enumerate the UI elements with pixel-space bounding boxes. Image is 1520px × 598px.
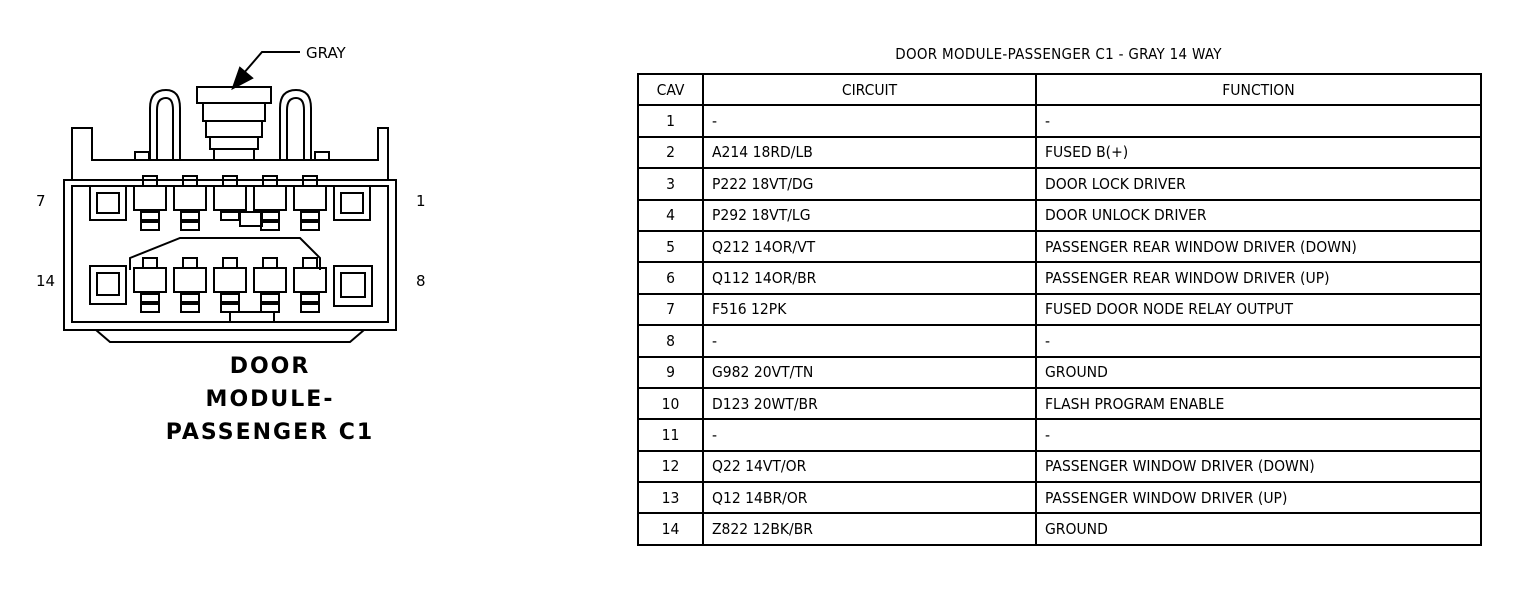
circuit-cell: P222 18VT/DG xyxy=(703,168,1036,199)
circuit-cell: G982 20VT/TN xyxy=(703,357,1036,388)
circuit-cell: - xyxy=(703,325,1036,356)
circuit-cell: F516 12PK xyxy=(703,294,1036,325)
function-cell: PASSENGER WINDOW DRIVER (DOWN) xyxy=(1036,451,1481,482)
table-title: DOOR MODULE-PASSENGER C1 - GRAY 14 WAY xyxy=(895,45,1222,63)
callout-arrowhead xyxy=(233,68,252,88)
housing-top xyxy=(72,128,388,180)
table-row xyxy=(638,419,1481,450)
connector-drawing xyxy=(0,0,600,594)
cavity-8 xyxy=(334,266,372,306)
circuit-cell: D123 20WT/BR xyxy=(703,388,1036,419)
table-row xyxy=(638,388,1481,419)
header-cav: CAV xyxy=(638,74,703,105)
function-cell: - xyxy=(1036,325,1481,356)
table-row xyxy=(638,105,1481,136)
cav-cell: 5 xyxy=(638,231,703,262)
cavity-7 xyxy=(90,186,126,220)
header-circuit: CIRCUIT xyxy=(703,74,1036,105)
function-cell: GROUND xyxy=(1036,357,1481,388)
color-callout-label: GRAY xyxy=(306,44,346,62)
cav-cell: 6 xyxy=(638,262,703,293)
pinout-table xyxy=(637,73,1482,546)
function-cell: FUSED DOOR NODE RELAY OUTPUT xyxy=(1036,294,1481,325)
connector-name-line-1: DOOR xyxy=(229,354,311,379)
cav-cell: 13 xyxy=(638,482,703,513)
table-row xyxy=(638,168,1481,199)
cav-cell: 1 xyxy=(638,105,703,136)
cavity-11 xyxy=(214,258,246,312)
cavity-2 xyxy=(294,176,326,230)
pin-label-bottom-left: 14 xyxy=(36,272,56,290)
function-cell: - xyxy=(1036,105,1481,136)
latch-hook-right xyxy=(280,90,311,160)
connector-figure xyxy=(0,0,600,594)
function-cell: - xyxy=(1036,419,1481,450)
function-cell: PASSENGER REAR WINDOW DRIVER (UP) xyxy=(1036,262,1481,293)
table-row xyxy=(638,357,1481,388)
function-cell: PASSENGER REAR WINDOW DRIVER (DOWN) xyxy=(1036,231,1481,262)
circuit-cell: Q212 14OR/VT xyxy=(703,231,1036,262)
table-row xyxy=(638,482,1481,513)
polarizing-key xyxy=(230,312,274,322)
cav-cell: 4 xyxy=(638,200,703,231)
cavity-14 xyxy=(90,266,126,304)
cavity-5 xyxy=(174,176,206,230)
cav-cell: 14 xyxy=(638,513,703,544)
cav-cell: 9 xyxy=(638,357,703,388)
cavity-6 xyxy=(134,176,166,230)
table-row xyxy=(638,262,1481,293)
function-cell: PASSENGER WINDOW DRIVER (UP) xyxy=(1036,482,1481,513)
cav-cell: 2 xyxy=(638,137,703,168)
latch-hook-left xyxy=(150,90,180,160)
circuit-cell: Q12 14BR/OR xyxy=(703,482,1036,513)
table-row xyxy=(638,200,1481,231)
cav-cell: 3 xyxy=(638,168,703,199)
function-cell: FUSED B(+) xyxy=(1036,137,1481,168)
connector-housing xyxy=(64,180,396,330)
function-cell: GROUND xyxy=(1036,513,1481,544)
header-function: FUNCTION xyxy=(1036,74,1481,105)
pin-label-bottom-right: 8 xyxy=(416,272,426,290)
housing-bottom-lip xyxy=(96,330,364,342)
cav-cell: 8 xyxy=(638,325,703,356)
cavity-4 xyxy=(214,176,246,220)
connector-name xyxy=(60,350,480,449)
cavity-1 xyxy=(334,186,370,220)
connector-name-line-2: MODULE- xyxy=(205,387,335,412)
cav-cell: 12 xyxy=(638,451,703,482)
cav-cell: 7 xyxy=(638,294,703,325)
table-row xyxy=(638,451,1481,482)
cavity-9 xyxy=(294,258,326,312)
circuit-cell: Q22 14VT/OR xyxy=(703,451,1036,482)
connector-name-line-3: PASSENGER C1 xyxy=(165,420,375,445)
circuit-cell: - xyxy=(703,105,1036,136)
pin-label-top-left: 7 xyxy=(36,192,46,210)
cavity-3 xyxy=(254,176,286,230)
circuit-cell: A214 18RD/LB xyxy=(703,137,1036,168)
table-row xyxy=(638,513,1481,544)
function-cell: DOOR LOCK DRIVER xyxy=(1036,168,1481,199)
table-row xyxy=(638,294,1481,325)
cav-cell: 11 xyxy=(638,419,703,450)
cavity-row-top xyxy=(90,176,370,230)
cav-cell: 10 xyxy=(638,388,703,419)
table-row xyxy=(638,137,1481,168)
function-cell: FLASH PROGRAM ENABLE xyxy=(1036,388,1481,419)
cavity-12 xyxy=(174,258,206,312)
lock-tab-top xyxy=(197,87,271,103)
table-row xyxy=(638,325,1481,356)
circuit-cell: Z822 12BK/BR xyxy=(703,513,1036,544)
cavity-row-bottom xyxy=(90,258,372,312)
table-header-row xyxy=(638,74,1481,105)
cavity-10 xyxy=(254,258,286,312)
function-cell: DOOR UNLOCK DRIVER xyxy=(1036,200,1481,231)
cavity-13 xyxy=(134,258,166,312)
circuit-cell: P292 18VT/LG xyxy=(703,200,1036,231)
callout-leader-line xyxy=(243,52,300,74)
table-row xyxy=(638,231,1481,262)
circuit-cell: - xyxy=(703,419,1036,450)
pin-label-top-right: 1 xyxy=(416,192,426,210)
pinout-body xyxy=(638,105,1481,544)
circuit-cell: Q112 14OR/BR xyxy=(703,262,1036,293)
